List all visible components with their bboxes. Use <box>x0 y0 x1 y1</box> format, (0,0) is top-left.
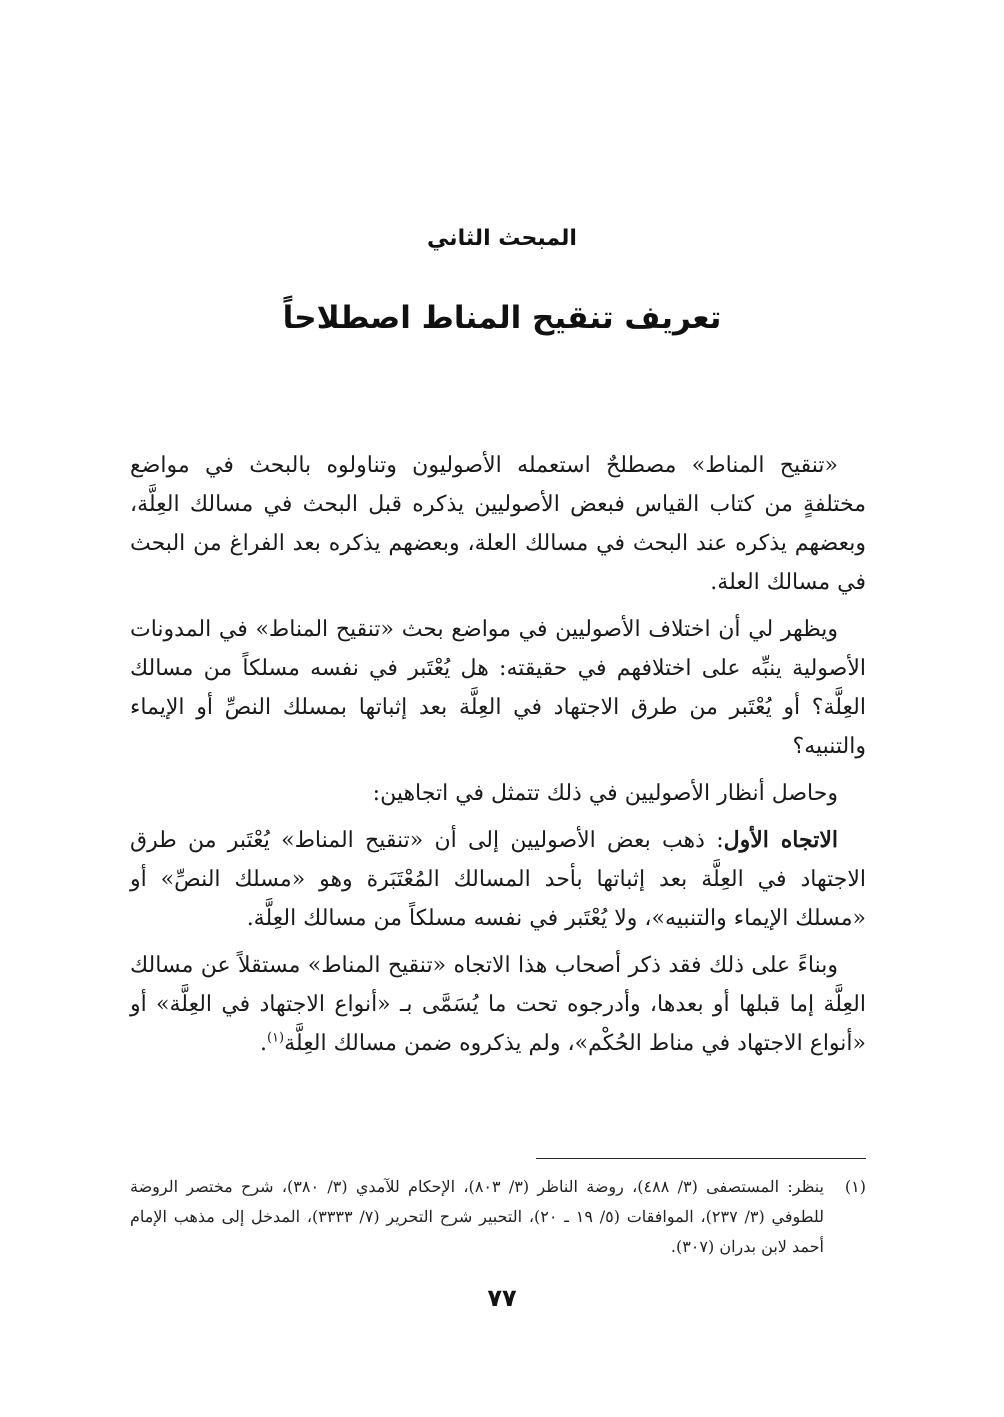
footnote-text: ينظر: المستصفى (٣/ ٤٨٨)، روضة الناظر (٣/ ٨٠٣)، الإحكام للآمدي (٣/ ٣٨٠)، شرح مختصر الروضة للطوفي (٣/ ٢٣٧)، الموافقات (٥/ ١٩ ـ ٢٠)، التحبير شرح التحرير (٧/ ٣٣٣٣)، المدخل إلى مذهب الإمام أحمد لابن بدران (٣٠٧). <box>130 1177 825 1256</box>
paragraph-3: وحاصل أنظار الأصوليين في ذلك تتمثل في اتجاهين: <box>372 781 838 806</box>
paragraph-1: «تنقيح المناط» مصطلحٌ استعمله الأصوليون وتناولوه بالبحث في مواضع مختلفةٍ من كتاب القياس فبعض الأصوليين يذكره قبل البحث في مسالك العِلَّة، وبعضهم يذكره عند البحث في مسالك العلة، وبعضهم يذكره بعد الفراغ من البحث في مسالك العلة. <box>130 453 866 595</box>
paragraph-5 <box>130 946 866 1063</box>
section-label: المبحث الثاني <box>427 226 577 251</box>
paragraph-4 <box>130 821 866 938</box>
footnote-divider <box>536 1158 866 1159</box>
paragraph-5-end: . <box>259 1031 267 1056</box>
paragraph-4-rest: : ذهب بعض الأصوليين إلى أن «تنقيح المناط» يُعْتَبر من طرق الاجتهاد في العِلَّة بعد إثباتها بأحد المسالك المُعْتَبَرة وهو «مسلك النصِّ» أو «مسلك الإيماء والتنبيه»، ولا يُعْتَبر في نفسه مسلكاً من مسالك العِلَّة. <box>130 828 866 931</box>
footnote-reference: (١) <box>266 1030 285 1046</box>
paragraph-4-lead: الاتجاه الأول <box>723 827 838 853</box>
footnote-item <box>130 1172 866 1262</box>
paragraph-2: ويظهر لي أن اختلاف الأصوليين في مواضع بحث «تنقيح المناط» في المدونات الأصولية ينبِّه على اختلافهم في حقيقته: هل يُعْتَبر في نفسه مسلكاً من مسالك العِلَّة؟ أو يُعْتَبر من طرق الاجتهاد في العِلَّة بعد إثباتها بمسلك النصِّ أو الإيماء والتنبيه؟ <box>130 617 866 759</box>
body-text <box>130 446 866 1071</box>
page-title: تعريف تنقيح المناط اصطلاحاً <box>282 300 722 336</box>
footnote-number: (١) <box>844 1177 866 1196</box>
footnotes <box>130 1172 866 1262</box>
page-number: ٧٧ <box>487 1284 517 1312</box>
paragraph-5-text: وبناءً على ذلك فقد ذكر أصحاب هذا الاتجاه «تنقيح المناط» مستقلاً عن مسالك العِلَّة إما قبلها أو بعدها، وأدرجوه تحت ما يُسَمَّى بـ «أنواع الاجتهاد في العِلَّة» أو «أنواع الاجتهاد في مناط الحُكْم»، ولم يذكروه ضمن مسالك العِلَّة <box>130 953 866 1056</box>
